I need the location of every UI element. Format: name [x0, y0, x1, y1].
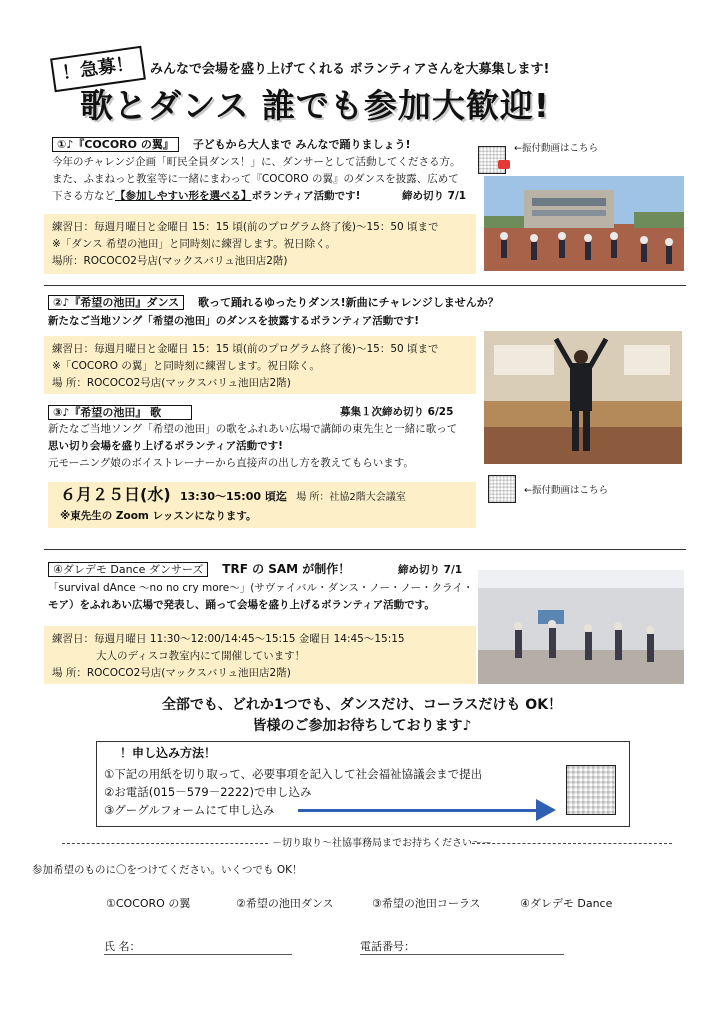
subheading: みんなで会場を盛り上げてくれる ボランティアさんを大募集します! [150, 62, 550, 77]
photo-outdoor-dance [484, 176, 684, 271]
section3-note: ※東先生の Zoom レッスンになります。 [60, 510, 257, 522]
section3-header [48, 404, 192, 421]
section3-deadline: 募集１次締め切り 6/25 [340, 406, 454, 418]
section1-line3-post: ボランティア活動です! [251, 190, 361, 202]
section3-event-line [60, 486, 406, 506]
arrow-right-icon [298, 809, 538, 812]
section3-line2: 思い切り会場を盛り上げるボランティア活動です! [48, 440, 283, 452]
youtube-icon [498, 160, 510, 169]
section2-header [48, 294, 499, 311]
section2-schedule2: ※「COCORO の翼」と同時刻に練習します。祝日除く。 [52, 360, 320, 372]
section-divider [44, 549, 686, 550]
section4-header [48, 561, 350, 578]
section1-header [52, 136, 411, 153]
section3-line3: 元モーニング娘のボイストレーナーから直接声の出し方を教えてもらいます。 [48, 457, 414, 469]
section4-schedule [44, 626, 476, 684]
apply-item2: ②お電話(015－579－2222)で申し込み [104, 785, 312, 799]
section4-line2: モア）をふれあい広場で発表し、踊って会場を盛り上げるボランティア活動です。 [48, 599, 435, 611]
name-field[interactable] [104, 954, 292, 955]
apply-item3: ③グーグルフォームにて申し込み [104, 803, 275, 817]
section3-time: 13:30～15:00 頃迄 [179, 490, 287, 503]
qr-note: ←振付動画はこちら [514, 143, 598, 154]
section3-label: ③♪『希望の池田』 歌 [48, 405, 192, 420]
section2-label: ②♪『希望の池田』ダンス [48, 295, 184, 310]
form-option-1[interactable]: ①COCORO の翼 [106, 897, 191, 910]
apply-item1: ①下記の用紙を切り取って、必要事項を記入して社会福祉協議会まで提出 [104, 767, 483, 781]
apply-title: ！申し込み方法！ [120, 746, 217, 760]
section4-schedule3: 場 所：ROCOCO2号店(マックスバリュ池田店2階) [52, 667, 291, 679]
section1-line2: また、ふまねっと教室等に一緒にまわって『COCORO の翼』のダンスを披露、広めて [52, 173, 459, 185]
photo-indoor-dancer [484, 331, 682, 464]
section3-place: 場 所：社協2階大会議室 [296, 492, 406, 503]
section2-schedule1: 練習日：毎週月曜日と金曜日 15：15 頃(前のプログラム終了後)～15：50 頃まで [52, 343, 439, 355]
form-instruction: 参加希望のものに〇をつけてください。いくつでも OK！ [32, 864, 303, 876]
section-divider [44, 285, 686, 286]
phone-field[interactable] [360, 954, 564, 955]
section4-label: ④ダレデモ Dance ダンサーズ [48, 562, 208, 577]
qr-note: ←振付動画はこちら [524, 485, 608, 496]
section1-tagline: 子どもから大人まで みんなで踊りましょう! [192, 138, 411, 151]
page-title: 歌とダンス 誰でも参加大歓迎! [80, 86, 550, 125]
section1-line3 [52, 188, 360, 205]
section3-line1: 新たなご当地ソング「希望の池田」の歌をふれあい広場で講師の東先生と一緒に歌って [48, 423, 458, 435]
section1-schedule2: ※「ダンス 希望の池田」と同時刻に練習します。祝日除く。 [52, 238, 336, 250]
form-option-3[interactable]: ③希望の池田コーラス [372, 897, 481, 910]
closing-line1: 全部でも、どれか1つでも、ダンスだけ、コーラスだけも OK！ [161, 697, 563, 713]
section1-label: ①♪『COCORO の翼』 [52, 137, 179, 152]
section2-tagline: 歌って踊れるゆったりダンス!新曲にチャレンジしませんか？ [197, 296, 499, 309]
section3-date: ６月２５日(水) [60, 485, 171, 504]
photo-disco-class [478, 570, 684, 684]
cut-line-label: －切り取り～社協事務局までお持ちください～－ [272, 838, 492, 849]
section2-schedule [44, 336, 476, 394]
section1-line1: 今年のチャレンジ企画「町民全員ダンス！」に、ダンサーとして活動してくださる方。 [52, 156, 461, 168]
form-option-4[interactable]: ④ダレデモ Dance [520, 897, 613, 910]
section4-line1: 「survival dAnce ～no no cry more～」(サヴァイバル・ダンス・ノー・ノー・クライ・ [48, 582, 474, 594]
section1-deadline: 締め切り 7/1 [402, 190, 467, 202]
section2-schedule3: 場 所：ROCOCO2号店(マックスバリュ池田店2階) [52, 377, 291, 389]
section4-schedule2: 大人のディスコ教室内にて開催しています！ [96, 650, 306, 662]
section1-line3-emph: 【参加しやすい形を選べる】 [115, 190, 252, 202]
section4-deadline: 締め切り 7/1 [398, 564, 463, 576]
qr-code-icon[interactable] [566, 765, 616, 815]
section1-schedule3: 場所：ROCOCO2号店(マックスバリュ池田店2階) [52, 255, 288, 267]
section1-schedule [44, 214, 476, 274]
section1-line3-pre: 下さる方など [52, 190, 115, 202]
section1-schedule1: 練習日：毎週月曜日と金曜日 15：15 頃(前のプログラム終了後)～15：50 頃まで [52, 221, 439, 233]
phone-label: 電話番号： [360, 940, 415, 953]
section4-schedule1: 練習日：毎週月曜日 11:30～12:00/14:45～15:15 金曜日 14:45～15:15 [52, 633, 405, 645]
qr-code-icon[interactable] [488, 475, 516, 503]
closing-line2: 皆様のご参加お待ちしております♪ [252, 718, 472, 734]
section2-line1: 新たなご当地ソング「希望の池田」のダンスを披露するボランティア活動です! [48, 315, 420, 327]
form-option-2[interactable]: ②希望の池田ダンス [236, 897, 334, 910]
urgent-badge: ！急募！ [50, 46, 146, 92]
arrow-head-icon [536, 799, 556, 821]
cut-line-right [472, 843, 672, 844]
cut-line-left [62, 843, 268, 844]
name-label: 氏 名： [104, 940, 141, 953]
section4-tagline: TRF の SAM が制作！ [222, 562, 351, 576]
